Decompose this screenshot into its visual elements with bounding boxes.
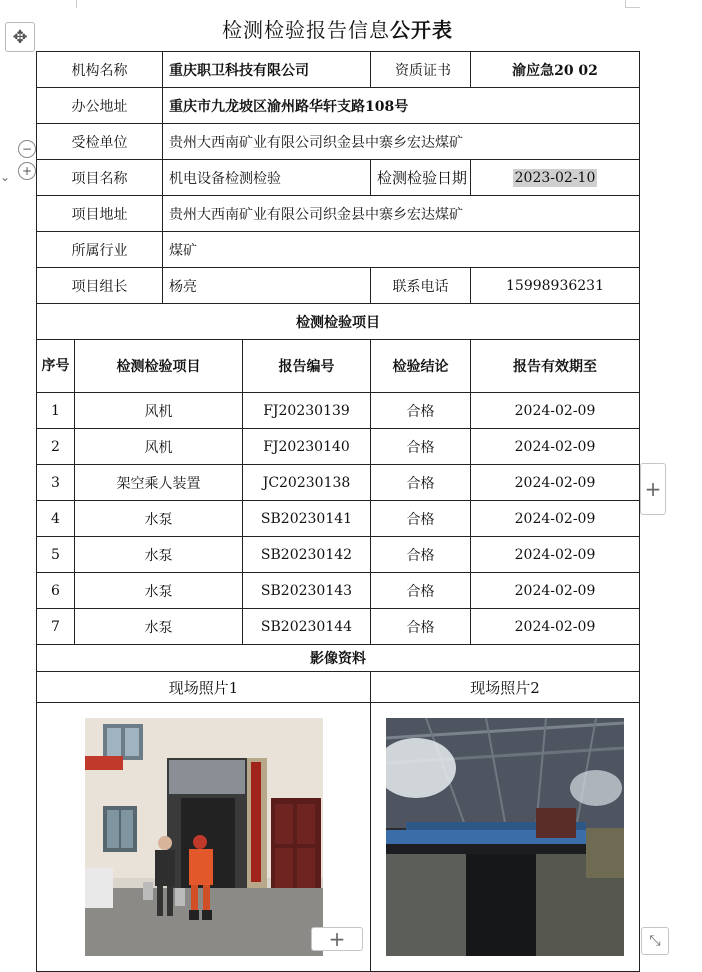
date-cell[interactable] (471, 160, 640, 196)
row-result[interactable]: 合格 (371, 573, 471, 609)
table-row (37, 465, 640, 501)
col-seq-header: 序号 (37, 340, 75, 393)
inspected-value[interactable]: 贵州大西南矿业有限公司织金县中寨乡宏达煤矿 (163, 124, 640, 160)
project-label: 项目名称 (37, 160, 163, 196)
row-report[interactable]: JC20230138 (243, 465, 371, 501)
row-seq[interactable]: 1 (37, 393, 75, 429)
title-regular: 检测检验报告信息 (222, 18, 390, 42)
row-report[interactable]: SB20230144 (243, 609, 371, 645)
col-valid-header: 报告有效期至 (471, 340, 640, 393)
report-table (36, 51, 640, 972)
photo2-label: 现场照片2 (371, 672, 640, 703)
address-value[interactable]: 重庆市九龙坡区渝州路华轩支路108号 (163, 88, 640, 124)
row-result[interactable]: 合格 (371, 537, 471, 573)
row-valid[interactable]: 2024-02-09 (471, 429, 640, 465)
row-item[interactable]: 水泵 (75, 537, 243, 573)
info-row-address (37, 88, 640, 124)
org-label: 机构名称 (37, 52, 163, 88)
row-item[interactable]: 风机 (75, 429, 243, 465)
resize-diagonal-icon: ⤡ (649, 933, 661, 949)
row-report[interactable]: FJ20230140 (243, 429, 371, 465)
items-header-row (37, 340, 640, 393)
table-row (37, 609, 640, 645)
add-column-button[interactable] (640, 463, 666, 515)
items-section-row (37, 304, 640, 340)
row-report[interactable]: SB20230142 (243, 537, 371, 573)
row-seq[interactable]: 4 (37, 501, 75, 537)
info-row-industry (37, 232, 640, 268)
row-report[interactable]: SB20230143 (243, 573, 371, 609)
col-result-header: 检验结论 (371, 340, 471, 393)
row-valid[interactable]: 2024-02-09 (471, 501, 640, 537)
move-arrows-icon: ✥ (12, 26, 28, 48)
row-report[interactable]: SB20230141 (243, 501, 371, 537)
project-address-value[interactable]: 贵州大西南矿业有限公司织金县中寨乡宏达煤矿 (163, 196, 640, 232)
plus-circle-icon: + (21, 164, 33, 178)
row-seq[interactable]: 2 (37, 429, 75, 465)
table-move-handle[interactable] (5, 22, 35, 52)
items-section-title: 检测检验项目 (37, 304, 640, 340)
table-row (37, 393, 640, 429)
page-title (36, 14, 639, 43)
row-valid[interactable]: 2024-02-09 (471, 609, 640, 645)
row-valid[interactable]: 2024-02-09 (471, 465, 640, 501)
minus-circle-icon: − (21, 142, 33, 156)
row-seq[interactable]: 5 (37, 537, 75, 573)
org-value[interactable]: 重庆职卫科技有限公司 (163, 52, 371, 88)
col-report-header: 报告编号 (243, 340, 371, 393)
cert-label: 资质证书 (371, 52, 471, 88)
info-row-project-address (37, 196, 640, 232)
site-photo-1-image (85, 718, 323, 956)
info-row-org (37, 52, 640, 88)
row-result[interactable]: 合格 (371, 501, 471, 537)
site-photo-1[interactable] (85, 718, 323, 956)
info-row-leader (37, 268, 640, 304)
row-valid[interactable]: 2024-02-09 (471, 537, 640, 573)
site-photo-2-image (386, 718, 624, 956)
row-result[interactable]: 合格 (371, 393, 471, 429)
leader-value[interactable]: 杨亮 (163, 268, 371, 304)
insert-row-button[interactable] (18, 162, 36, 180)
page-corner-mark-left (76, 0, 77, 8)
phone-label: 联系电话 (371, 268, 471, 304)
address-label: 办公地址 (37, 88, 163, 124)
photo1-label: 现场照片1 (37, 672, 371, 703)
media-section-row (37, 645, 640, 672)
row-item[interactable]: 水泵 (75, 609, 243, 645)
chevron-down-icon[interactable]: ⌄ (0, 170, 11, 184)
row-item[interactable]: 架空乘人装置 (75, 465, 243, 501)
table-resize-handle[interactable] (641, 927, 669, 955)
table-row (37, 501, 640, 537)
photo-label-row (37, 672, 640, 703)
plus-icon: + (644, 477, 662, 501)
date-value: 2023-02-10 (514, 169, 596, 186)
industry-value[interactable]: 煤矿 (163, 232, 640, 268)
row-valid[interactable]: 2024-02-09 (471, 573, 640, 609)
photo2-cell (371, 703, 640, 972)
row-result[interactable]: 合格 (371, 429, 471, 465)
row-result[interactable]: 合格 (371, 609, 471, 645)
row-report[interactable]: FJ20230139 (243, 393, 371, 429)
info-row-inspected (37, 124, 640, 160)
site-photo-2[interactable] (386, 718, 624, 956)
table-row (37, 573, 640, 609)
cert-value[interactable]: 渝应急20 02 (471, 52, 640, 88)
media-section-title: 影像资料 (37, 645, 640, 672)
collapse-row-button[interactable] (18, 140, 36, 158)
date-label: 检测检验日期 (371, 160, 471, 196)
industry-label: 所属行业 (37, 232, 163, 268)
row-result[interactable]: 合格 (371, 465, 471, 501)
leader-label: 项目组长 (37, 268, 163, 304)
col-item-header: 检测检验项目 (75, 340, 243, 393)
row-item[interactable]: 水泵 (75, 573, 243, 609)
project-address-label: 项目地址 (37, 196, 163, 232)
row-seq[interactable]: 7 (37, 609, 75, 645)
row-item[interactable]: 水泵 (75, 501, 243, 537)
info-row-project (37, 160, 640, 196)
table-row (37, 537, 640, 573)
row-seq[interactable]: 3 (37, 465, 75, 501)
project-value[interactable]: 机电设备检测检验 (163, 160, 371, 196)
row-item[interactable]: 风机 (75, 393, 243, 429)
page-corner-mark-right-h (626, 7, 640, 8)
phone-value[interactable]: 15998936231 (471, 268, 640, 304)
inspected-label: 受检单位 (37, 124, 163, 160)
add-row-button[interactable] (311, 927, 363, 951)
table-row (37, 429, 640, 465)
plus-icon: + (328, 927, 346, 951)
title-bold: 公开表 (390, 18, 453, 42)
row-seq[interactable]: 6 (37, 573, 75, 609)
row-valid[interactable]: 2024-02-09 (471, 393, 640, 429)
